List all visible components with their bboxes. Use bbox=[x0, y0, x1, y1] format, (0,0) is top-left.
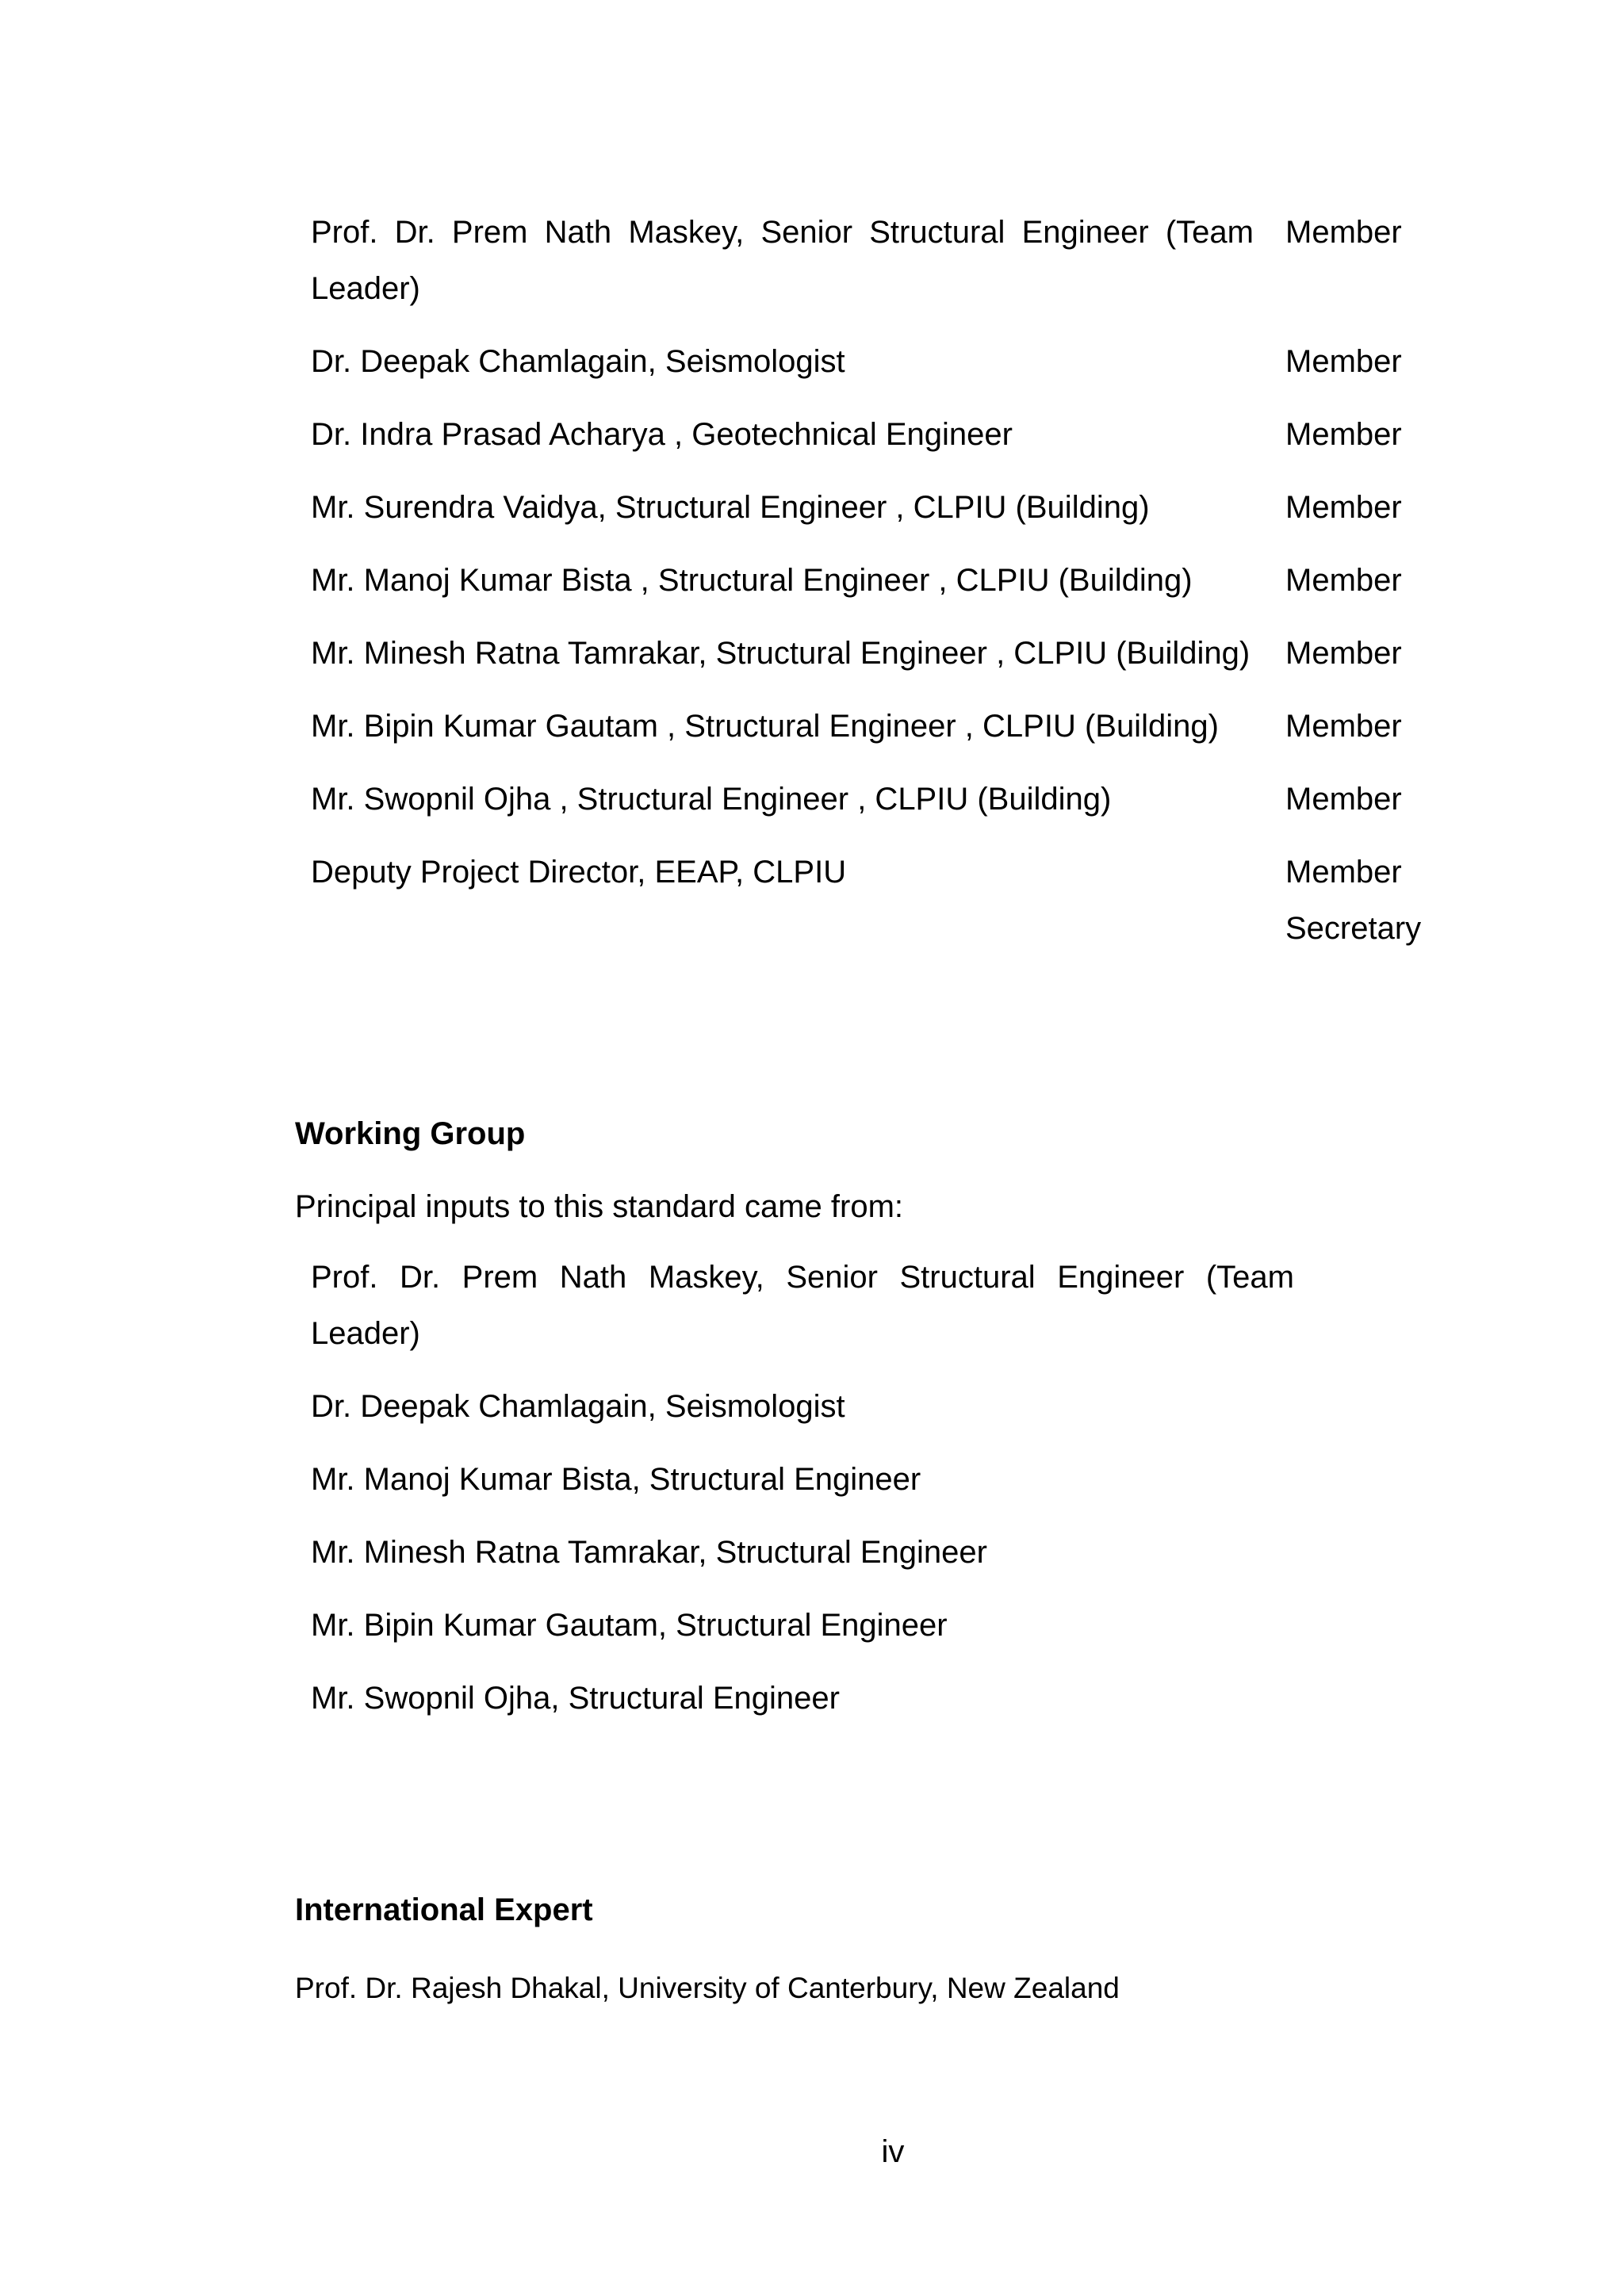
committee-member-name: Dr. Indra Prasad Acharya , Geotechnical Engineer bbox=[311, 417, 1013, 452]
committee-member-name: Mr. Bipin Kumar Gautam , Structural Engineer , CLPIU (Building) bbox=[311, 709, 1219, 744]
working-group-member: Mr. Bipin Kumar Gautam, Structural Engineer bbox=[311, 1608, 948, 1643]
committee-member-name: Mr. Swopnil Ojha , Structural Engineer , CLPIU (Building) bbox=[311, 782, 1112, 817]
committee-member-name: Mr. Surendra Vaidya, Structural Engineer , CLPIU (Building) bbox=[311, 490, 1150, 525]
working-group-member: Dr. Deepak Chamlagain, Seismologist bbox=[311, 1389, 845, 1424]
committee-member-role: Member bbox=[1285, 782, 1402, 817]
working-group-member: Mr. Manoj Kumar Bista, Structural Engineer bbox=[311, 1462, 921, 1497]
working-group-member: Mr. Minesh Ratna Tamrakar, Structural Engineer bbox=[311, 1535, 987, 1570]
committee-member-role: Member bbox=[1285, 709, 1402, 744]
committee-member-role: Member bbox=[1285, 344, 1402, 379]
committee-row bbox=[311, 334, 1437, 407]
committee-member-role: Member bbox=[1285, 215, 1402, 250]
committee-row bbox=[311, 480, 1437, 553]
international-expert-heading: International Expert bbox=[295, 1892, 593, 1927]
committee-row bbox=[311, 844, 1437, 974]
committee-member-role: Member bbox=[1285, 563, 1402, 598]
committee-member-name: Mr. Manoj Kumar Bista , Structural Engineer , CLPIU (Building) bbox=[311, 563, 1193, 598]
page-number: iv bbox=[881, 2134, 905, 2169]
committee-member-name: Deputy Project Director, EEAP, CLPIU bbox=[311, 855, 847, 890]
working-group-member: Mr. Swopnil Ojha, Structural Engineer bbox=[311, 1681, 840, 1716]
committee-member-role: Member bbox=[1285, 636, 1402, 671]
committee-row bbox=[311, 553, 1437, 626]
committee-members-table bbox=[311, 205, 1437, 974]
committee-row bbox=[311, 626, 1437, 698]
working-group-member: Prof. Dr. Prem Nath Maskey, Senior Structural Engineer (Team Leader) bbox=[311, 1260, 1294, 1351]
committee-row bbox=[311, 771, 1437, 844]
committee-row bbox=[311, 698, 1437, 771]
committee-member-role: Member bbox=[1285, 490, 1402, 525]
committee-row bbox=[311, 407, 1437, 480]
committee-member-role: Member Secretary bbox=[1285, 855, 1422, 946]
committee-member-name: Prof. Dr. Prem Nath Maskey, Senior Structural Engineer (Team Leader) bbox=[311, 215, 1254, 306]
working-group-intro: Principal inputs to this standard came from: bbox=[295, 1189, 904, 1224]
working-group-heading: Working Group bbox=[295, 1116, 526, 1151]
international-expert-name: Prof. Dr. Rajesh Dhakal, University of Canterbury, New Zealand bbox=[295, 1972, 1120, 2004]
committee-member-name: Mr. Minesh Ratna Tamrakar, Structural Engineer , CLPIU (Building) bbox=[311, 636, 1251, 671]
working-group-list bbox=[311, 1249, 1294, 1743]
committee-member-name: Dr. Deepak Chamlagain, Seismologist bbox=[311, 344, 845, 379]
committee-member-role: Member bbox=[1285, 417, 1402, 452]
committee-row bbox=[311, 205, 1437, 334]
